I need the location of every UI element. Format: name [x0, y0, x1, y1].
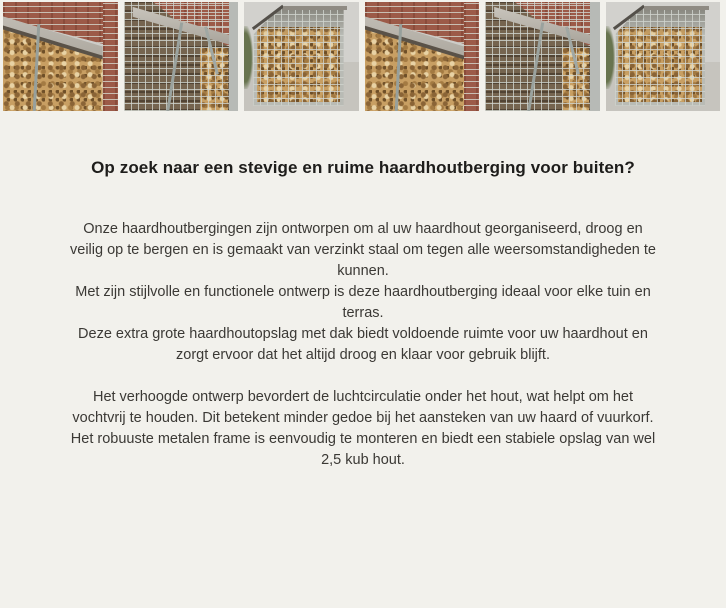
- mesh-grid-art: [253, 7, 343, 105]
- product-thumbnail-1[interactable]: [3, 2, 118, 111]
- product-thumbnail-4[interactable]: [365, 2, 480, 111]
- storage-cage-art: [615, 7, 705, 105]
- brick-pillar-art: [464, 2, 479, 111]
- intro-paragraph-line-1: Onze haardhoutbergingen zijn ontworpen om al uw haardhout georganiseerd, droog en veilig op te bergen en is gemaakt van verzinkt staal om tegen alle weersomstandigheden te kunnen.: [70, 221, 656, 279]
- product-description-section: [0, 158, 726, 471]
- product-thumbnail-2[interactable]: [124, 2, 239, 111]
- storage-cage-art: [253, 7, 343, 105]
- product-thumbnail-5[interactable]: [485, 2, 600, 111]
- product-thumbnail-3[interactable]: [244, 2, 359, 111]
- metal-panel-art: [229, 2, 238, 111]
- plant-art: [606, 26, 615, 89]
- plant-art: [244, 26, 253, 89]
- roof-bar-art: [644, 6, 708, 10]
- product-thumbnail-6[interactable]: [606, 2, 721, 111]
- paragraph-spacer: [70, 366, 656, 387]
- metal-panel-art: [590, 2, 599, 111]
- description-text-block: [70, 219, 656, 471]
- product-image-gallery: [0, 0, 726, 111]
- intro-paragraph-line-2: Met zijn stijlvolle en functionele ontwerp is deze haardhoutberging ideaal voor elke tuin en terras.: [75, 284, 651, 321]
- section-heading: Op zoek naar een stevige en ruime haardhoutberging voor buiten?: [91, 158, 635, 177]
- intro-paragraph-line-3: Deze extra grote haardhoutopslag met dak biedt voldoende ruimte voor uw haardhout en zorgt ervoor dat het altijd droog en klaar voor gebruik blijft.: [78, 326, 648, 363]
- brick-pillar-art: [103, 2, 118, 111]
- roof-bar-art: [283, 6, 347, 10]
- mesh-grid-art: [615, 7, 705, 105]
- details-paragraph: Het verhoogde ontwerp bevordert de luchtcirculatie onder het hout, wat helpt om het vochtvrij te houden. Dit betekent minder gedoe bij het aansteken van uw haard of vuurkorf. Het robuuste metalen frame is eenvoudig te monteren en biedt een stabiele opslag van wel 2,5 kub hout.: [70, 389, 656, 468]
